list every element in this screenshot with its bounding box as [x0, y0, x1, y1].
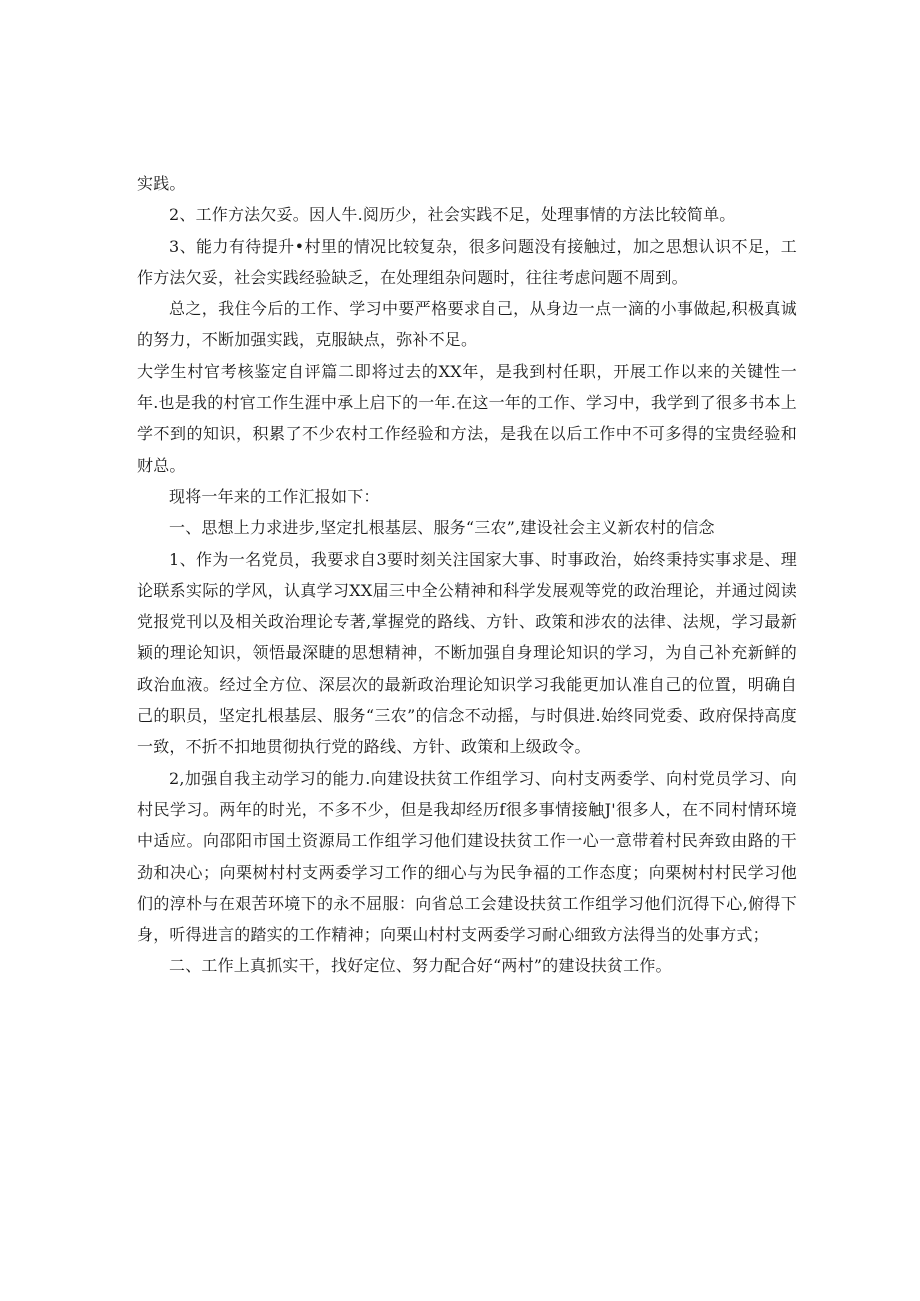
paragraph-2: 2、工作方法欠妥。因人牛.阅历少，社会实践不足，处理事情的方法比较简单。 [169, 205, 736, 225]
paragraph-10: 二、工作上真抓实干，找好定位、努力配合好“两村”的建设扶贫工作。 [169, 956, 672, 976]
paragraph-5: 大学生村官考核鉴定自评篇二即将过去的XX年，是我到村任职，开展工作以来的关键性一年.也是我的村官工作生涯中承上启下的一年.在这一年的工作、学习中，我学到了很多书本上学不到的知识，积累了不少农村工作经验和方法，是我在以后工作中不可多得的宝贵经验和财总。 [137, 361, 797, 475]
paragraph-9: 2,加强自我主动学习的能力.向建设扶贫工作组学习、向村支两委学、向村党员学习、向村民学习。两年的时光，不多不少，但是我却经历f很多事情接触J'很多人，在不同村情环境中适应。向邵阳市国土资源局工作组学习他们建设扶贫工作一心一意带着村民奔致由路的干劲和决心；向栗树村村支两委学习工作的细心与为民争福的工作态度；向栗树村村民学习他们的淳朴与在艰苦环境下的永不屈服：向省总工会建设扶贫工作组学习他们沉得下心,俯得下身，听得进言的踏实的工作精神；向栗山村村支两委学习耐心细致方法得当的处事方式； [137, 768, 797, 945]
document-body [137, 168, 797, 982]
paragraph-3: 3、能力有待提升•村里的情况比较复杂，很多问题没有接触过，加之思想认识不足，工作方法欠妥，社会实践经验缺乏，在处理组杂问题时，往往考虑问题不周到。 [137, 236, 797, 287]
paragraph-7: 一、思想上力求进步,坚定扎根基层、服务“三农”,建设社会主义新农村的信念 [169, 518, 715, 538]
paragraph-6: 现将一年来的工作汇报如下： [169, 486, 380, 506]
paragraph-8: 1、作为一名党员，我要求自3要时刻关注国家大事、时事政治，始终秉持实事求是、理论联系实际的学风，认真学习XX届三中全公精神和科学发展观等党的政治理论，并通过阅读党报党刊以及相关政治理论专著,掌握党的路线、方针、政策和涉农的法律、法规，学习最新颖的理论知识，领悟最深睫的思想精神，不断加强自身理论知识的学习，为自己补充新鲜的政治血液。经过全方位、深层次的最新政治理论知识学习我能更加认准自己的位置，明确自己的职员，坚定扎根基层、服务“三农”的信念不动摇，与时俱进.始终同党委、政府保持高度一致，不折不扣地贯彻执行党的路线、方针、政策和上级政令。 [137, 549, 797, 757]
paragraph-4: 总之，我住今后的工作、学习中要严格要求自己，从身边一点一滴的小事做起,积极真诚的努力，不断加强实践，克服缺点，弥补不足。 [137, 299, 797, 350]
paragraph-1: 实践。 [137, 174, 186, 193]
